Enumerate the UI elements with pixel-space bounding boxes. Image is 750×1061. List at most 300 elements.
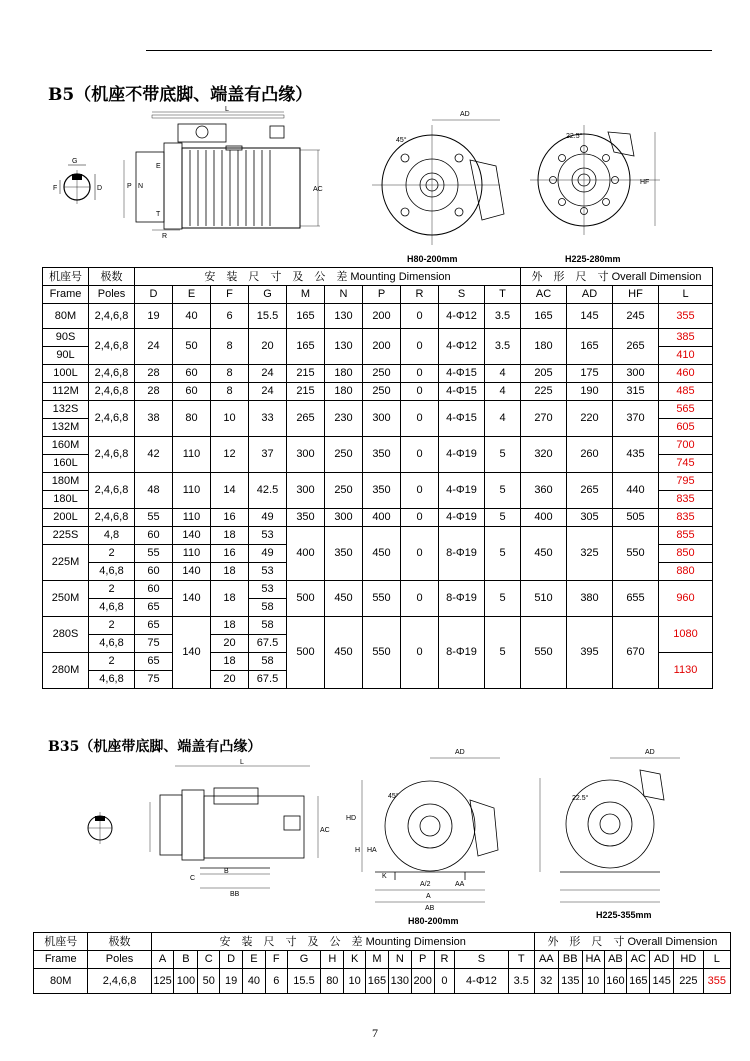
- table-cell: 24: [249, 383, 287, 401]
- table-cell: 42: [135, 437, 173, 473]
- caption-h225-280: H225-280mm: [565, 254, 621, 264]
- table-cell: 10: [211, 401, 249, 437]
- table-cell: 135: [558, 969, 582, 994]
- dimension-label: K: [382, 873, 387, 880]
- table-cell: 53: [249, 527, 287, 545]
- table-cell: 265: [613, 329, 659, 365]
- table-cell: 245: [613, 304, 659, 329]
- table-cell: A: [151, 951, 174, 969]
- table-cell: 355: [703, 969, 730, 994]
- table-cell: 250: [363, 383, 401, 401]
- table-cell: 565: [659, 401, 713, 419]
- table-cell: 655: [613, 581, 659, 617]
- table-cell: 225: [521, 383, 567, 401]
- table-cell: 140: [173, 563, 211, 581]
- header-row-2: [43, 286, 713, 304]
- table-cell: 20: [211, 671, 249, 689]
- table-cell: 1130: [659, 653, 713, 689]
- table-cell: 12: [211, 437, 249, 473]
- table-cell: D: [135, 286, 173, 304]
- dimension-label: AB: [425, 905, 435, 912]
- table-cell: 225M: [43, 545, 89, 581]
- table-cell: 130: [325, 329, 363, 365]
- table-cell: 180L: [43, 491, 89, 509]
- dimension-label: H: [355, 847, 361, 854]
- table-cell: 140: [173, 527, 211, 545]
- table-cell: 450: [325, 617, 363, 689]
- table-cell: 0: [401, 365, 439, 383]
- table-cell: 700: [659, 437, 713, 455]
- table-cell: 510: [521, 581, 567, 617]
- table-cell: 67.5: [249, 635, 287, 653]
- table-cell: 140: [173, 617, 211, 689]
- table-cell: 4,8: [89, 527, 135, 545]
- table-cell: 505: [613, 509, 659, 527]
- table-cell: 5: [485, 437, 521, 473]
- table-cell: 53: [249, 581, 287, 599]
- table-cell: AD: [650, 951, 674, 969]
- table-row: [43, 617, 713, 635]
- table-cell: 49: [249, 545, 287, 563]
- table-cell: 265: [567, 473, 613, 509]
- table-cell: 40: [243, 969, 266, 994]
- dimension-label: A/2: [420, 881, 431, 888]
- table-cell: 100: [174, 969, 198, 994]
- table-cell: 2,4,6,8: [89, 329, 135, 365]
- table-cell: 300: [325, 509, 363, 527]
- table-cell: F: [265, 951, 287, 969]
- table-cell: 19: [135, 304, 173, 329]
- table-cell: 112M: [43, 383, 89, 401]
- caption-h225-355: H225-355mm: [596, 910, 652, 920]
- dimension-label: F: [53, 185, 58, 192]
- table-cell: 60: [135, 527, 173, 545]
- table-cell: 795: [659, 473, 713, 491]
- table-cell: 220: [567, 401, 613, 437]
- table-cell: L: [703, 951, 730, 969]
- table-cell: F: [211, 286, 249, 304]
- table-cell: 110: [173, 437, 211, 473]
- side-view-motor-drawing: [150, 766, 318, 888]
- table-cell: 4-Φ15: [439, 365, 485, 383]
- table-cell: 80M: [34, 969, 88, 994]
- hdr-mounting-en: Mounting Dimension: [350, 270, 451, 283]
- dimension-label: N: [138, 183, 144, 190]
- table-cell: 32: [534, 969, 558, 994]
- hdr-overall-en: Overall Dimension: [611, 270, 702, 283]
- table-cell: Poles: [89, 286, 135, 304]
- b35-dimension-table: [33, 932, 731, 994]
- table-row: [43, 401, 713, 419]
- table-cell: 230: [325, 401, 363, 437]
- table-cell: 2,4,6,8: [89, 383, 135, 401]
- b5-dimension-drawing: [0, 0, 750, 270]
- table-cell: 2,4,6,8: [88, 969, 151, 994]
- dimension-label: P: [127, 183, 132, 190]
- table-cell: 350: [363, 437, 401, 473]
- table-cell: N: [325, 286, 363, 304]
- table-cell: 670: [613, 617, 659, 689]
- table-cell: 安 装 尺 寸 及 公 差 Mounting Dimension: [151, 933, 534, 951]
- table-cell: 180M: [43, 473, 89, 491]
- table-cell: K: [344, 951, 366, 969]
- table-cell: 5: [485, 581, 521, 617]
- table-cell: 300: [363, 401, 401, 437]
- table-cell: 18: [211, 563, 249, 581]
- table-cell: 18: [211, 653, 249, 671]
- table-cell: 4,6,8: [89, 599, 135, 617]
- table-cell: 90L: [43, 347, 89, 365]
- table-cell: 6: [265, 969, 287, 994]
- table-cell: 300: [287, 437, 325, 473]
- table-cell: 380: [567, 581, 613, 617]
- table-cell: 4,6,8: [89, 671, 135, 689]
- table-cell: 305: [567, 509, 613, 527]
- dimension-label: A: [426, 893, 431, 900]
- dimension-label: AD: [455, 749, 465, 756]
- table-cell: 8: [211, 383, 249, 401]
- table-cell: 315: [613, 383, 659, 401]
- table-cell: 48: [135, 473, 173, 509]
- table-cell: 110: [173, 509, 211, 527]
- table-cell: 0: [401, 329, 439, 365]
- table-cell: 外 形 尺 寸 Overall Dimension: [534, 933, 730, 951]
- table-row: [34, 969, 731, 994]
- table-cell: 2,4,6,8: [89, 304, 135, 329]
- table-cell: 325: [567, 527, 613, 581]
- table-cell: B: [174, 951, 198, 969]
- table-cell: 2,4,6,8: [89, 509, 135, 527]
- header-row-1: [34, 933, 731, 951]
- dimension-label: 22.5°: [566, 133, 583, 140]
- table-cell: 165: [287, 329, 325, 365]
- table-cell: M: [287, 286, 325, 304]
- table-row: [43, 383, 713, 401]
- table-cell: 4-Φ12: [439, 329, 485, 365]
- table-cell: P: [363, 286, 401, 304]
- table-cell: 80: [173, 401, 211, 437]
- table-cell: T: [508, 951, 534, 969]
- hdr-overall-cn: 外 形 尺 寸: [531, 269, 609, 283]
- table-cell: 450: [363, 527, 401, 581]
- table-cell: 58: [249, 617, 287, 635]
- section-title-b35: B35（机座带底脚、端盖有凸缘）: [48, 739, 262, 755]
- table-cell: 2: [89, 581, 135, 599]
- table-cell: 28: [135, 365, 173, 383]
- table-cell: 28: [135, 383, 173, 401]
- table-cell: 440: [613, 473, 659, 509]
- table-cell: 65: [135, 599, 173, 617]
- table-cell: AA: [534, 951, 558, 969]
- table-cell: 2: [89, 653, 135, 671]
- table-cell: 250: [363, 365, 401, 383]
- table-cell: S: [455, 951, 508, 969]
- table-cell: 3.5: [485, 304, 521, 329]
- table-cell: 55: [135, 509, 173, 527]
- table-cell: 395: [567, 617, 613, 689]
- table-row: [43, 509, 713, 527]
- table-cell: 550: [363, 581, 401, 617]
- table-cell: 4-Φ12: [439, 304, 485, 329]
- table-cell: 4-Φ15: [439, 401, 485, 437]
- table-cell: 50: [173, 329, 211, 365]
- dimension-label: 22.5°: [572, 795, 589, 802]
- table-cell: 60: [173, 383, 211, 401]
- table-cell: Frame: [43, 286, 89, 304]
- table-cell: G: [287, 951, 321, 969]
- table-cell: HF: [613, 286, 659, 304]
- table-cell: 250M: [43, 581, 89, 617]
- table-cell: 4-Φ15: [439, 383, 485, 401]
- hdr-poles-cn: 极数: [89, 268, 135, 286]
- dimension-label: AD: [645, 749, 655, 756]
- table-cell: 205: [521, 365, 567, 383]
- table-cell: 3.5: [508, 969, 534, 994]
- table-cell: 160: [604, 969, 627, 994]
- dimension-label: R: [162, 233, 168, 240]
- table-cell: 0: [401, 383, 439, 401]
- caption-h80-200: H80-200mm: [408, 916, 459, 926]
- table-cell: 5: [485, 617, 521, 689]
- table-cell: 180: [325, 365, 363, 383]
- header-row-2: [34, 951, 731, 969]
- dimension-label: T: [156, 211, 161, 218]
- table-cell: 500: [287, 581, 325, 617]
- table-cell: 410: [659, 347, 713, 365]
- table-cell: 75: [135, 635, 173, 653]
- table-cell: 10: [344, 969, 366, 994]
- table-cell: 355: [659, 304, 713, 329]
- table-cell: 270: [521, 401, 567, 437]
- table-cell: 65: [135, 617, 173, 635]
- table-cell: 130: [325, 304, 363, 329]
- table-cell: E: [173, 286, 211, 304]
- table-cell: 24: [249, 365, 287, 383]
- table-cell: 110: [173, 473, 211, 509]
- table-cell: 80M: [43, 304, 89, 329]
- table-cell: 49: [249, 509, 287, 527]
- table-cell: 4-Φ19: [439, 437, 485, 473]
- table-row: [43, 473, 713, 491]
- table-cell: AD: [567, 286, 613, 304]
- table-cell: 190: [567, 383, 613, 401]
- dimension-label: AC: [313, 186, 323, 193]
- table-cell: 360: [521, 473, 567, 509]
- dimension-label: L: [225, 106, 229, 113]
- table-cell: 550: [363, 617, 401, 689]
- table-cell: 130: [388, 969, 411, 994]
- table-cell: 400: [363, 509, 401, 527]
- table-cell: 15.5: [249, 304, 287, 329]
- table-cell: 80: [321, 969, 344, 994]
- table-cell: 145: [650, 969, 674, 994]
- table-cell: 435: [613, 437, 659, 473]
- b5-dimension-table: [42, 267, 713, 689]
- table-cell: 855: [659, 527, 713, 545]
- table-cell: 0: [401, 473, 439, 509]
- table-cell: 16: [211, 545, 249, 563]
- table-cell: C: [198, 951, 220, 969]
- table-cell: 350: [325, 527, 363, 581]
- dimension-label: L: [240, 759, 244, 766]
- table-cell: 2,4,6,8: [89, 473, 135, 509]
- table-cell: 58: [249, 599, 287, 617]
- table-cell: L: [659, 286, 713, 304]
- table-cell: 165: [567, 329, 613, 365]
- table-cell: 60: [135, 581, 173, 599]
- table-cell: 215: [287, 383, 325, 401]
- table-cell: 18: [211, 527, 249, 545]
- table-cell: 4,6,8: [89, 635, 135, 653]
- table-cell: 33: [249, 401, 287, 437]
- dimension-label: C: [190, 875, 196, 882]
- table-cell: M: [366, 951, 389, 969]
- table-cell: 58: [249, 653, 287, 671]
- table-cell: 3.5: [485, 329, 521, 365]
- table-cell: D: [220, 951, 243, 969]
- table-cell: 极数: [88, 933, 151, 951]
- table-cell: 0: [401, 527, 439, 581]
- table-cell: R: [401, 286, 439, 304]
- table-cell: 18: [211, 581, 249, 617]
- table-cell: 200: [363, 329, 401, 365]
- front-view-small-drawing: [372, 120, 504, 245]
- table-cell: 250: [325, 437, 363, 473]
- table-cell: 180: [325, 383, 363, 401]
- table-cell: HA: [582, 951, 604, 969]
- table-cell: AC: [627, 951, 650, 969]
- table-cell: 55: [135, 545, 173, 563]
- shaft-section-drawing: [88, 812, 112, 844]
- table-cell: 132M: [43, 419, 89, 437]
- table-cell: H: [321, 951, 344, 969]
- table-cell: Frame: [34, 951, 88, 969]
- table-cell: HD: [674, 951, 703, 969]
- table-cell: 4,6,8: [89, 563, 135, 581]
- table-cell: 165: [366, 969, 389, 994]
- table-cell: E: [243, 951, 266, 969]
- table-cell: 37: [249, 437, 287, 473]
- table-cell: 0: [401, 509, 439, 527]
- table-cell: 0: [401, 617, 439, 689]
- table-cell: 835: [659, 509, 713, 527]
- table-cell: 850: [659, 545, 713, 563]
- table-cell: 300: [287, 473, 325, 509]
- table-cell: 0: [401, 401, 439, 437]
- caption-h80-200: H80-200mm: [407, 254, 458, 264]
- table-cell: S: [439, 286, 485, 304]
- table-cell: 8: [211, 329, 249, 365]
- table-cell: 4: [485, 401, 521, 437]
- table-cell: 8: [211, 365, 249, 383]
- table-cell: 4-Φ19: [439, 509, 485, 527]
- table-cell: 835: [659, 491, 713, 509]
- table-cell: 18: [211, 617, 249, 635]
- table-cell: 160L: [43, 455, 89, 473]
- table-row: [43, 581, 713, 599]
- table-cell: 140: [173, 581, 211, 617]
- section-title-b5: B5（机座不带底脚、端盖有凸缘）: [48, 85, 313, 105]
- dimension-label: 45°: [388, 793, 399, 800]
- table-cell: 50: [198, 969, 220, 994]
- table-cell: 605: [659, 419, 713, 437]
- table-cell: AC: [521, 286, 567, 304]
- dimension-label: BB: [230, 891, 240, 898]
- table-cell: 385: [659, 329, 713, 347]
- dimension-label: 45°: [396, 137, 407, 144]
- table-cell: 14: [211, 473, 249, 509]
- table-cell: 0: [401, 581, 439, 617]
- table-cell: 2,4,6,8: [89, 365, 135, 383]
- page-number: 7: [372, 1026, 378, 1040]
- table-cell: 15.5: [287, 969, 321, 994]
- table-cell: 8-Φ19: [439, 581, 485, 617]
- table-cell: 880: [659, 563, 713, 581]
- table-cell: 65: [135, 653, 173, 671]
- table-cell: 90S: [43, 329, 89, 347]
- table-row: [43, 365, 713, 383]
- b35-dimension-drawing: [0, 740, 750, 930]
- table-cell: 260: [567, 437, 613, 473]
- table-cell: 4: [485, 365, 521, 383]
- table-cell: 4-Φ19: [439, 473, 485, 509]
- dimension-label: E: [156, 163, 161, 170]
- table-cell: 机座号: [34, 933, 88, 951]
- table-cell: 0: [401, 437, 439, 473]
- table-cell: 960: [659, 581, 713, 617]
- table-cell: 24: [135, 329, 173, 365]
- table-cell: 225: [674, 969, 703, 994]
- side-view-motor-drawing: [124, 112, 320, 230]
- table-cell: [521, 268, 713, 286]
- table-cell: 300: [613, 365, 659, 383]
- dimension-label: HA: [367, 847, 377, 854]
- table-cell: 175: [567, 365, 613, 383]
- table-cell: [135, 268, 521, 286]
- front-view-small-drawing: [362, 758, 500, 902]
- table-cell: 165: [287, 304, 325, 329]
- table-cell: 550: [613, 527, 659, 581]
- table-cell: Poles: [88, 951, 151, 969]
- table-cell: 180: [521, 329, 567, 365]
- table-cell: 165: [627, 969, 650, 994]
- table-cell: 4-Φ12: [455, 969, 508, 994]
- header-row-1: [43, 268, 713, 286]
- table-cell: 165: [521, 304, 567, 329]
- table-row: [43, 437, 713, 455]
- table-cell: 132S: [43, 401, 89, 419]
- table-cell: BB: [558, 951, 582, 969]
- table-cell: 745: [659, 455, 713, 473]
- table-cell: 20: [211, 635, 249, 653]
- table-cell: 16: [211, 509, 249, 527]
- table-cell: G: [249, 286, 287, 304]
- table-cell: 60: [135, 563, 173, 581]
- table-row: [43, 329, 713, 347]
- table-cell: 53: [249, 563, 287, 581]
- table-cell: 215: [287, 365, 325, 383]
- table-cell: P: [411, 951, 434, 969]
- table-cell: N: [388, 951, 411, 969]
- dimension-label: B: [224, 868, 229, 875]
- table-cell: 200: [363, 304, 401, 329]
- table-cell: 42.5: [249, 473, 287, 509]
- front-view-large-drawing: [540, 758, 680, 902]
- table-cell: 400: [287, 527, 325, 581]
- table-cell: AB: [604, 951, 627, 969]
- table-cell: 40: [173, 304, 211, 329]
- table-cell: 280S: [43, 617, 89, 653]
